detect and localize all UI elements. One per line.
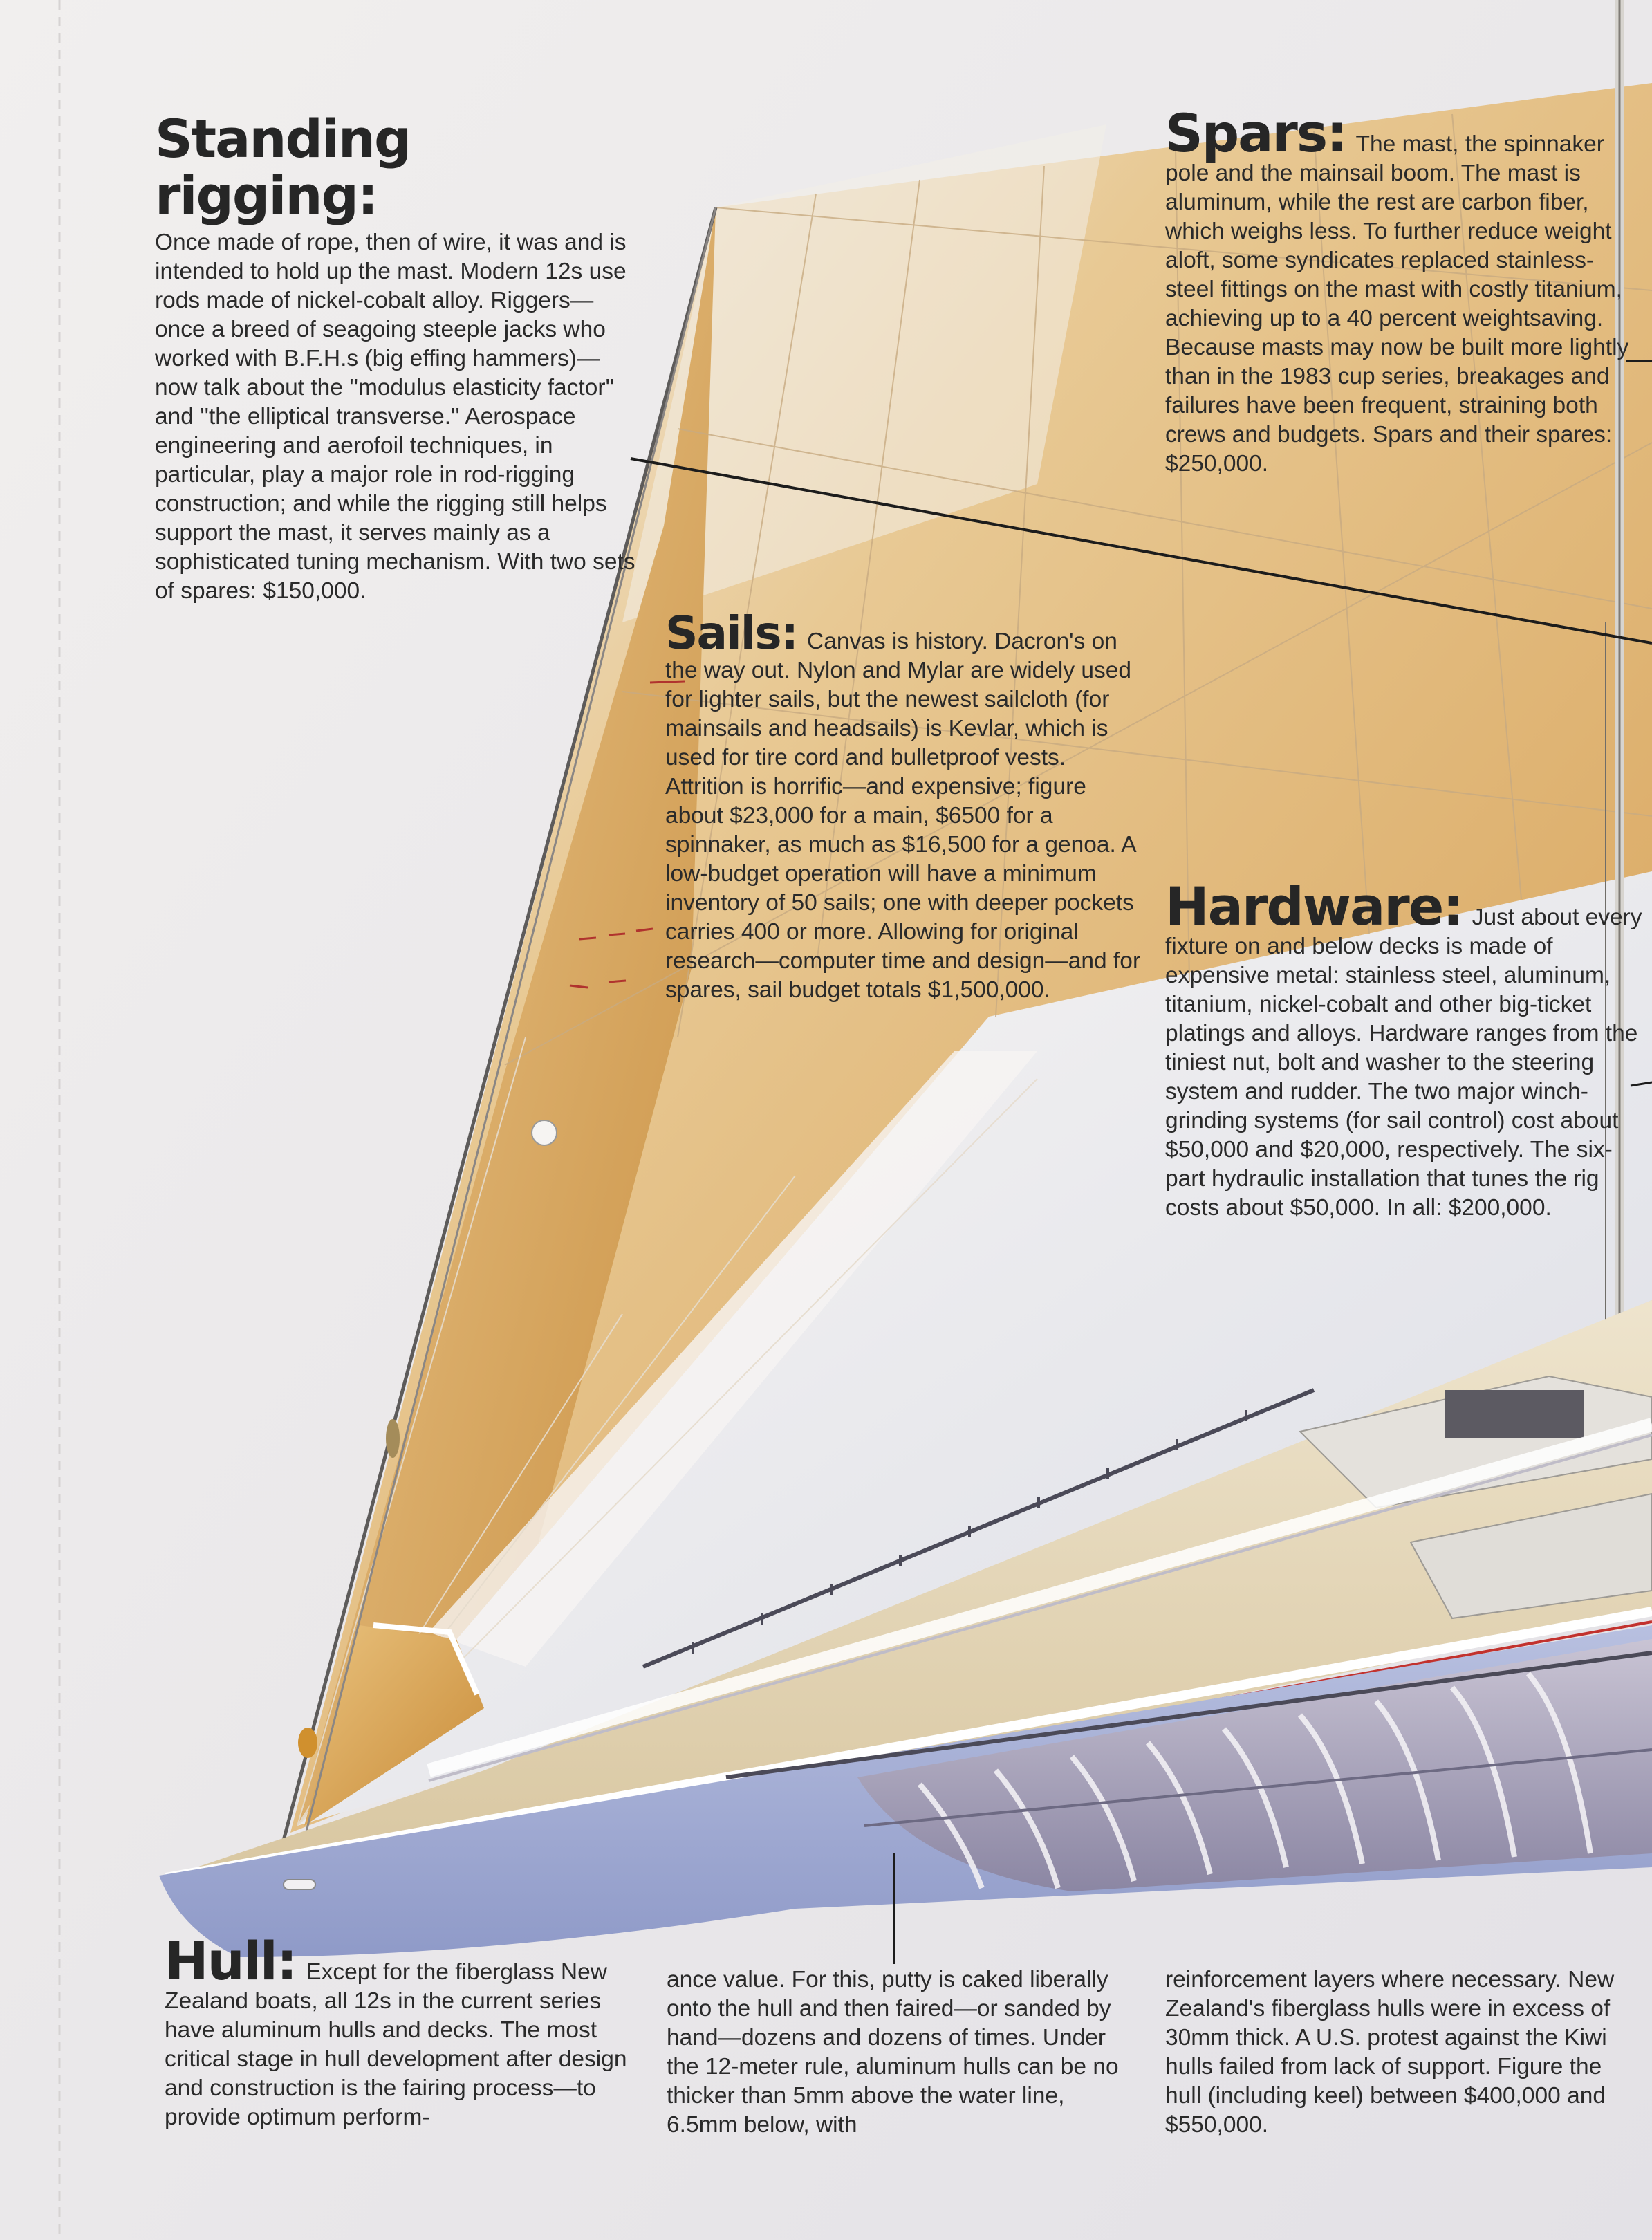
hull-col1-text: Except for the fiberglass New Zealand boats, all 12s in the current series have aluminum hulls and decks. The most critical stage in hull development after design and construction is the fairing process—to provide optimum perform- [165, 1959, 627, 2130]
hull-column-1 [165, 1930, 635, 2132]
sails-section [665, 607, 1142, 1005]
hull-column-2 [667, 1965, 1137, 2140]
spars-body: The mast, the spinnaker pole and the mainsail boom. The mast is aluminum, while the rest are carbon fiber, which weighs less. To further reduce weight aloft, some syndicates replaced stainless-steel fittings on the mast with costly titanium, achieving up to a 40 percent weightsaving. Because masts may now be built more lightly than in the 1983 cup series, breakages and failures have been frequent, straining both crews and budgets. Spars and their spares: $250,000. [1165, 131, 1629, 476]
standing-rigging-body: Once made of rope, then of wire, it was and is intended to hold up the mast. Modern 12s use rods made of nickel-cobalt alloy. Riggers—once a breed of seagoing steeple jacks who worked with B.F.H.s (big effing hammers)—now talk about the ''modulus elasticity factor'' and ''the elliptical transverse.'' Aerospace engineering and aerofoil techniques, in particular, play a major role in rod-rigging construction; and while the rigging still helps support the mast, it serves mainly as a sophisticated tuning mechanism. With two sets of spares: $150,000. [155, 230, 635, 604]
sails-heading: Sails: [665, 607, 797, 660]
spars-heading: Spars: [1165, 102, 1346, 164]
hardware-section [1165, 876, 1642, 1223]
sails-body: Canvas is history. Dacron's on the way out. Nylon and Mylar are widely used for lighter sails, but the newest sailcloth (for mainsails and headsails) is Kevlar, which is used for tire cord and bulletproof vests. Attrition is horrific—and expensive; figure about $23,000 for a main, $6500 for a spinnaker, as much as $16,500 for a genoa. A low-budget operation will have a minimum inventory of 50 sails; one with deeper pockets carries 400 or more. Allowing for original research—computer time and design—and for spares, sail budget totals $1,500,000. [665, 629, 1141, 1003]
hull-col3-text: reinforcement layers where necessary. New Zealand's fiberglass hulls were in excess of 30mm thick. A U.S. protest against the Kiwi hulls failed from lack of support. Figure the hull (including keel) between $400,000 and $550,000. [1165, 1967, 1615, 2138]
standing-rigging-heading: Standing rigging: [155, 108, 411, 226]
hull-heading: Hull: [165, 1930, 297, 1992]
hull-col2-text: ance value. For this, putty is caked liberally onto the hull and then faired—or sanded by hand—dozens and dozens of times. Under the 12-meter rule, aluminum hulls can be no thicker than 5mm above the water line, 6.5mm below, with [667, 1967, 1119, 2138]
standing-rigging-section [155, 108, 639, 606]
spars-section [1165, 102, 1642, 479]
hardware-heading: Hardware: [1165, 876, 1463, 937]
hardware-body: Just about every fixture on and below decks is made of expensive metal: stainless steel, aluminum, titanium, nickel-cobalt and other big-ticket platings and alloys. Hardware ranges from the tiniest nut, bolt and washer to the steering system and rudder. The two major winch-grinding systems (for sail control) cost about $50,000 and $20,000, respectively. The six-part hydraulic installation that tunes the rig costs about $50,000. In all: $200,000. [1165, 905, 1642, 1221]
hull-column-3 [1165, 1965, 1635, 2140]
